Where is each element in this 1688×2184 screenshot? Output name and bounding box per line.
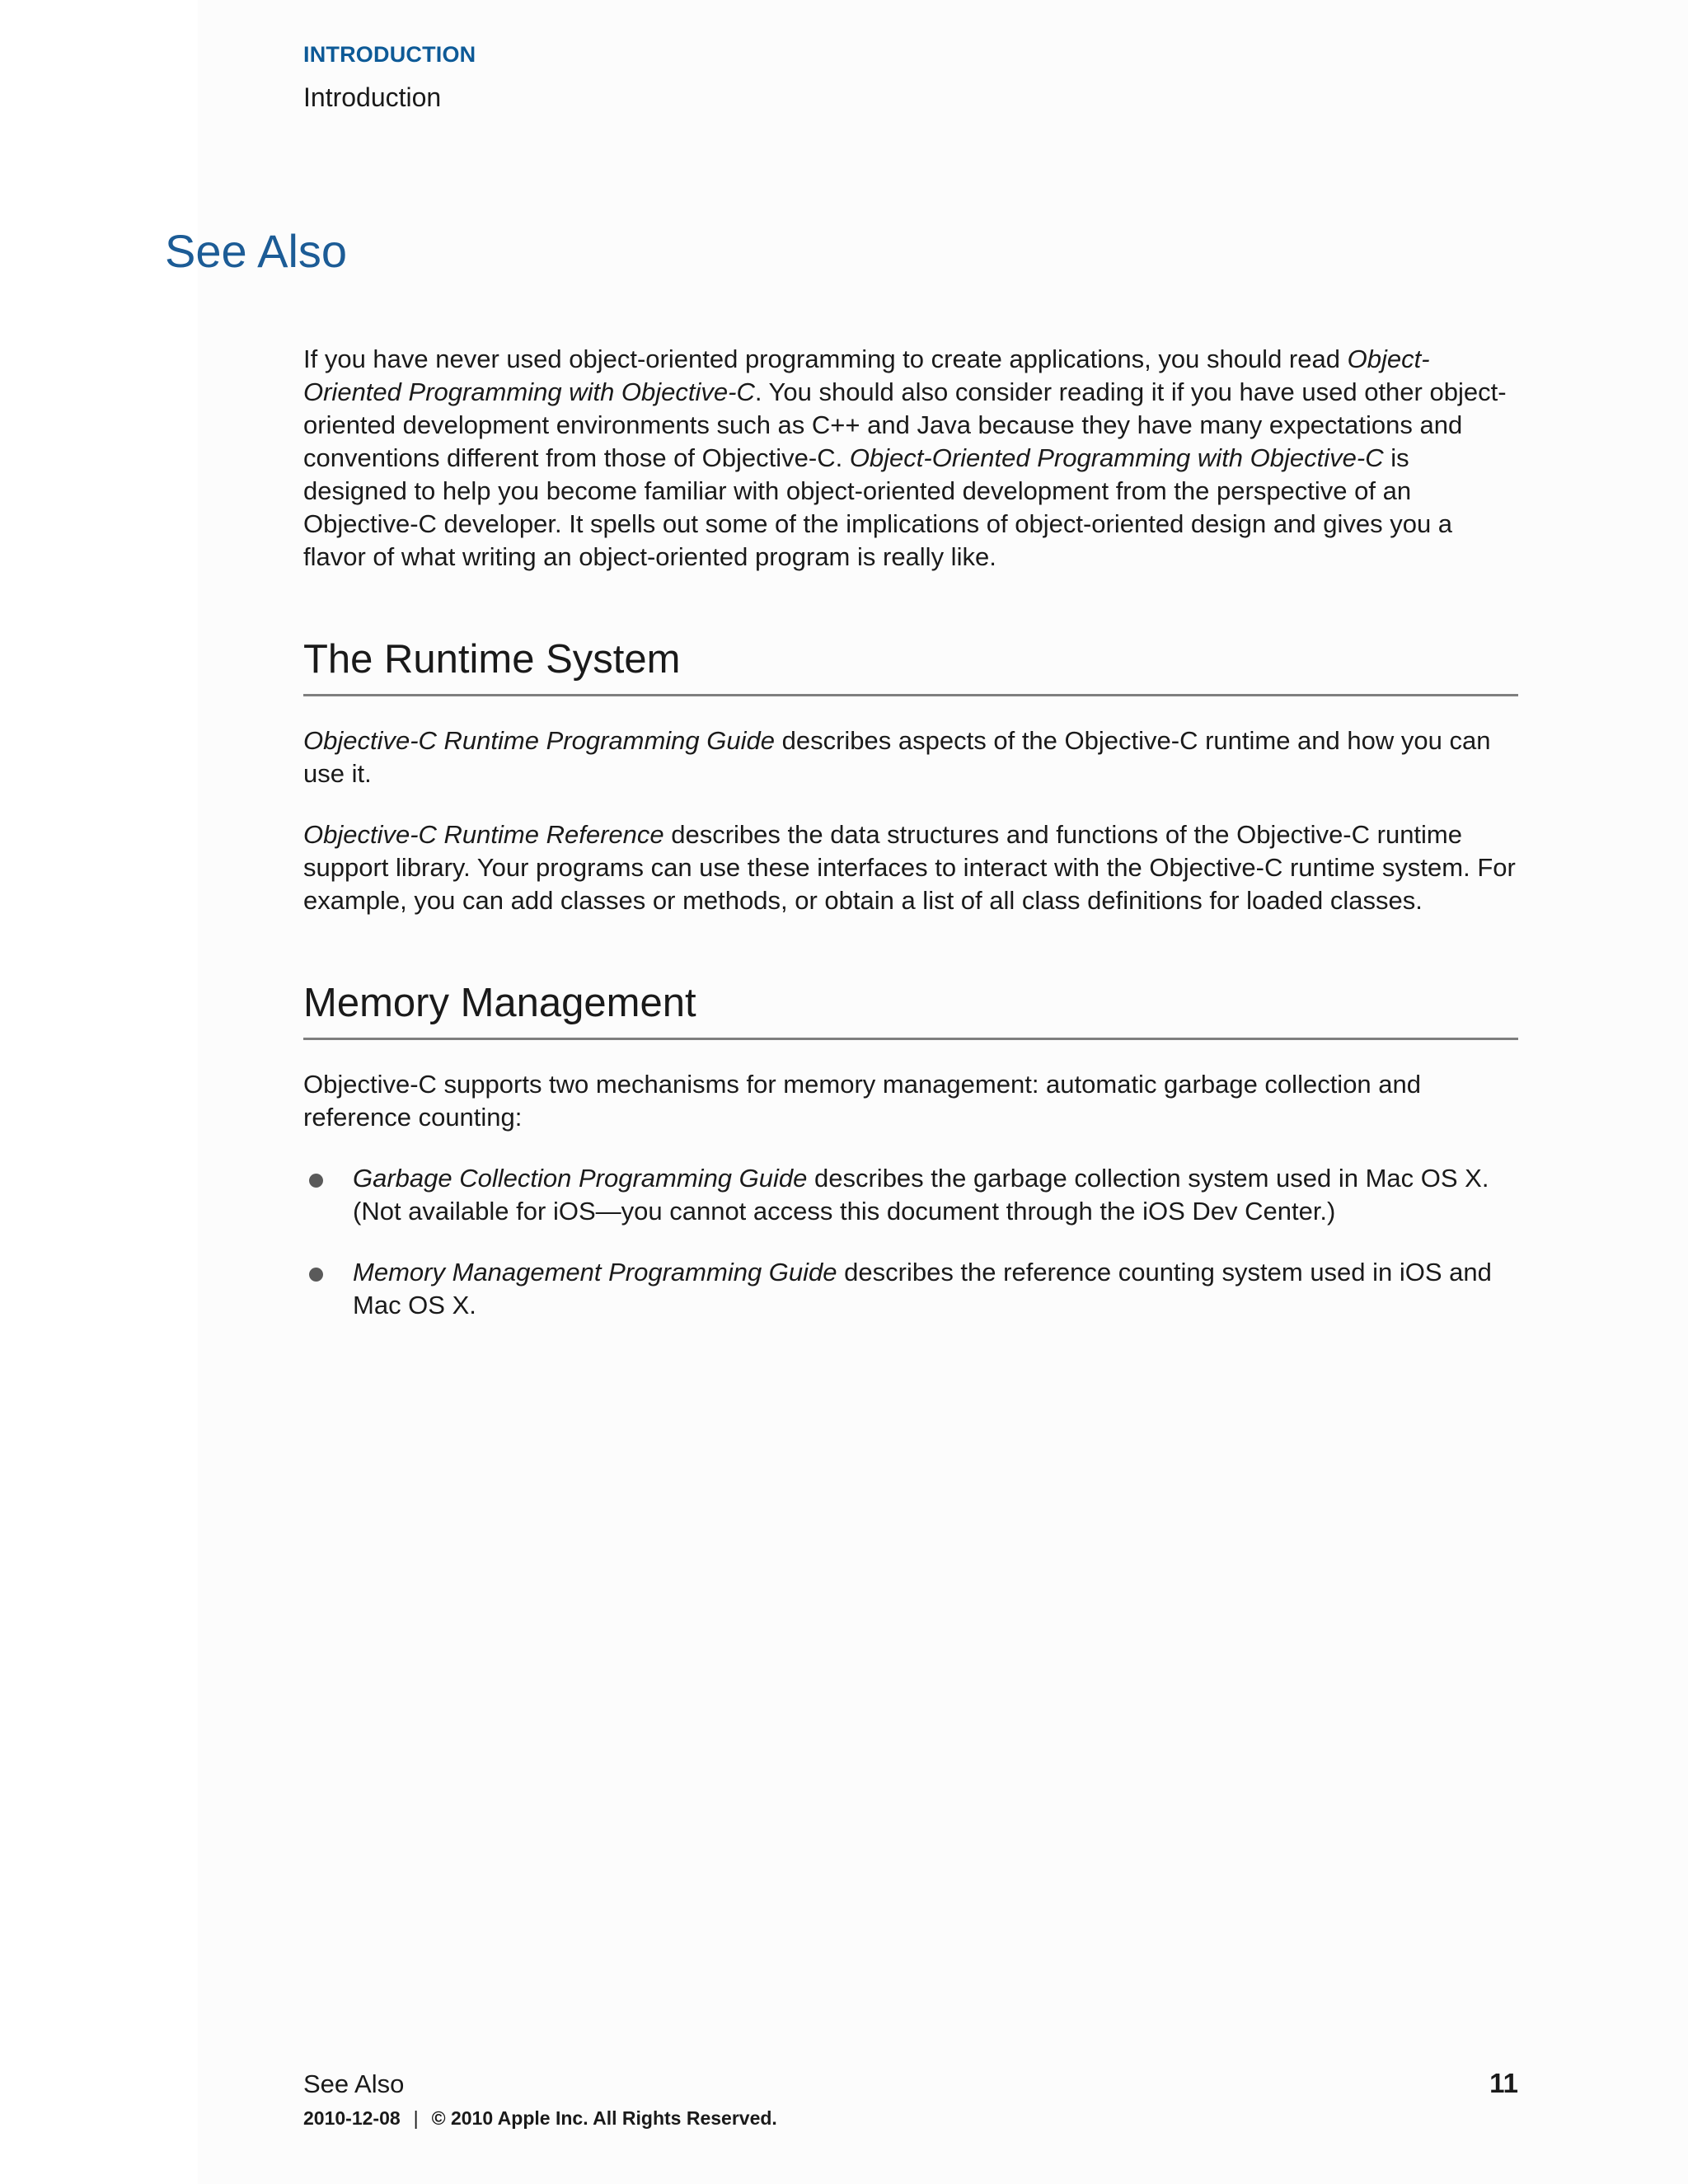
page-number: 11 [1489, 2068, 1518, 2098]
page-content [303, 343, 1518, 1383]
runtime-reference-title: Objective-C Runtime Reference [303, 820, 664, 849]
intro-text-1: If you have never used object-oriented programming to create applications, you should read [303, 344, 1348, 373]
mm-guide-title: Memory Management Programming Guide [353, 1258, 837, 1286]
intro-text-3: is designed to help you become familiar with object-oriented development from the perspective of an Objective-C developer. It spells out some of the implications of object-oriented design and gives you a flavor of what writing an object-oriented program is really like. [303, 443, 1453, 571]
bullet-icon [309, 1174, 323, 1188]
running-header [303, 40, 476, 114]
memory-heading: Memory Management [303, 978, 1518, 1040]
footer-section-name: See Also [303, 2069, 405, 2098]
runtime-guide-text: describes aspects of the Objective-C runtime and how you can use it. [303, 726, 1491, 788]
memory-guide-list [303, 1162, 1518, 1322]
runtime-section [303, 635, 1518, 917]
runtime-heading: The Runtime System [303, 635, 1518, 696]
runtime-reference-text: describes the data structures and functions of the Objective-C runtime support library. Your programs can use these interfaces to interact with the Objective-C runtime system. For example, you can add classes or methods, or obtain a list of all class definitions for loaded classes. [303, 820, 1516, 915]
chapter-label: INTRODUCTION [303, 42, 476, 67]
memory-intro: Objective-C supports two mechanisms for memory management: automatic garbage collection and reference counting: [303, 1070, 1422, 1132]
runtime-guide-title: Objective-C Runtime Programming Guide [303, 726, 775, 755]
book-title-oop-2: Object-Oriented Programming with Objective-C [849, 443, 1384, 472]
mm-guide-text: describes the reference counting system used in iOS and Mac OS X. [353, 1258, 1492, 1319]
runtime-paragraph-1 [303, 724, 1518, 790]
footer-meta [303, 2106, 1518, 2130]
intro-paragraph [303, 343, 1518, 574]
chapter-title: Introduction [303, 82, 442, 112]
page-footer [303, 2067, 1518, 2130]
list-item [303, 1162, 1518, 1228]
runtime-paragraph-2 [303, 818, 1518, 917]
intro-text-2: . You should also consider reading it if you have used other object-oriented development environments such as C++ and Java because they have many expectations and conventions different from those of Objective-C. [303, 377, 1507, 472]
footer-separator: | [413, 2107, 419, 2129]
gc-guide-text: describes the garbage collection system used in Mac OS X. (Not available for iOS—you cannot access this document through the iOS Dev Center.) [353, 1164, 1489, 1226]
footer-date: 2010-12-08 [303, 2107, 401, 2129]
bullet-icon [309, 1268, 323, 1282]
gc-guide-title: Garbage Collection Programming Guide [353, 1164, 808, 1193]
footer-copyright: © 2010 Apple Inc. All Rights Reserved. [431, 2107, 777, 2129]
section-title: See Also [165, 225, 348, 277]
list-item [303, 1256, 1518, 1322]
memory-section [303, 978, 1518, 1322]
book-title-oop: Object-Oriented Programming with Objective-C [303, 344, 1430, 406]
